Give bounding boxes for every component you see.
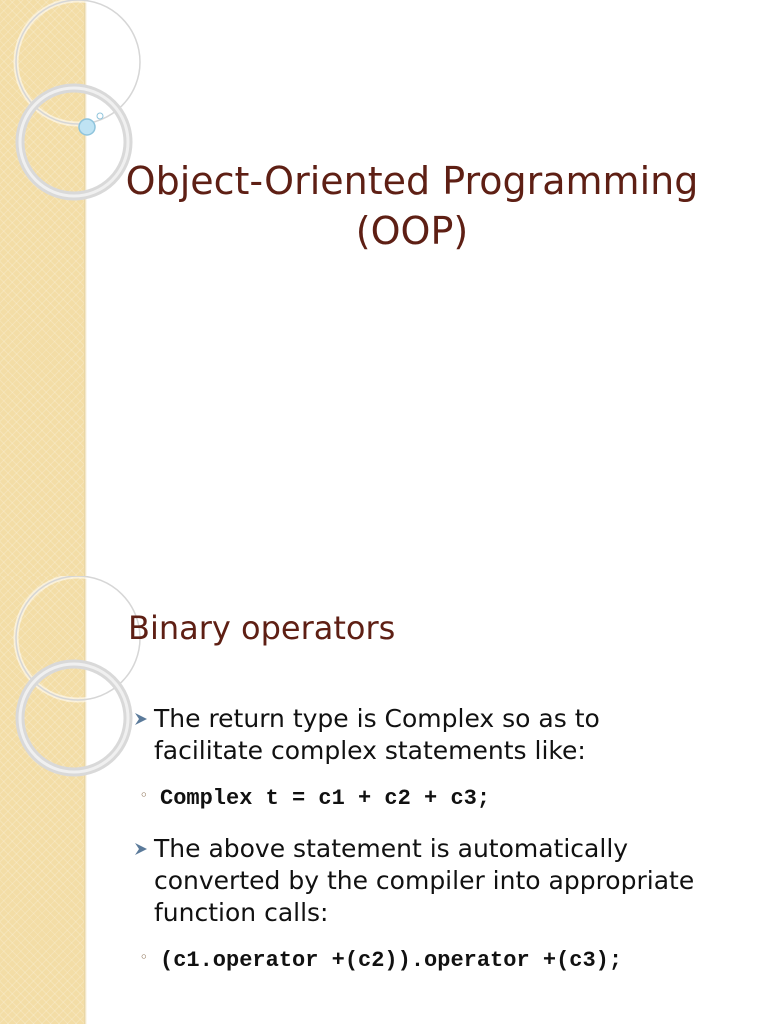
section-heading: Binary operators: [128, 609, 396, 647]
bullet-text: The return type is Complex so as to facilitate complex statements like:: [154, 704, 600, 765]
slide-title-line2: (OOP): [355, 209, 469, 253]
bullet-item: [134, 833, 714, 929]
small-dot: [97, 113, 103, 119]
blue-dot: [79, 119, 95, 135]
circle-sub-bullet-icon: ◦: [140, 788, 148, 802]
bullet-item: [134, 703, 714, 767]
bullet-text: The above statement is automatically converted by the compiler into appropriate function calls:: [154, 834, 695, 927]
bullet-list: [134, 703, 714, 977]
ring-bottom-highlight: [20, 664, 128, 772]
code-text: (c1.operator +(c2)).operator +(c3);: [160, 948, 623, 973]
circle-sub-bullet-icon: ◦: [140, 950, 148, 964]
sub-bullet-item: [140, 945, 714, 977]
sub-bullet-item: [140, 783, 714, 815]
arrowhead-bullet-icon: [134, 712, 148, 726]
code-text: Complex t = c1 + c2 + c3;: [160, 786, 491, 811]
slide-title-line1: Object-Oriented Programming: [125, 159, 699, 203]
arrowhead-bullet-icon: [134, 842, 148, 856]
slide-title: [104, 156, 720, 256]
